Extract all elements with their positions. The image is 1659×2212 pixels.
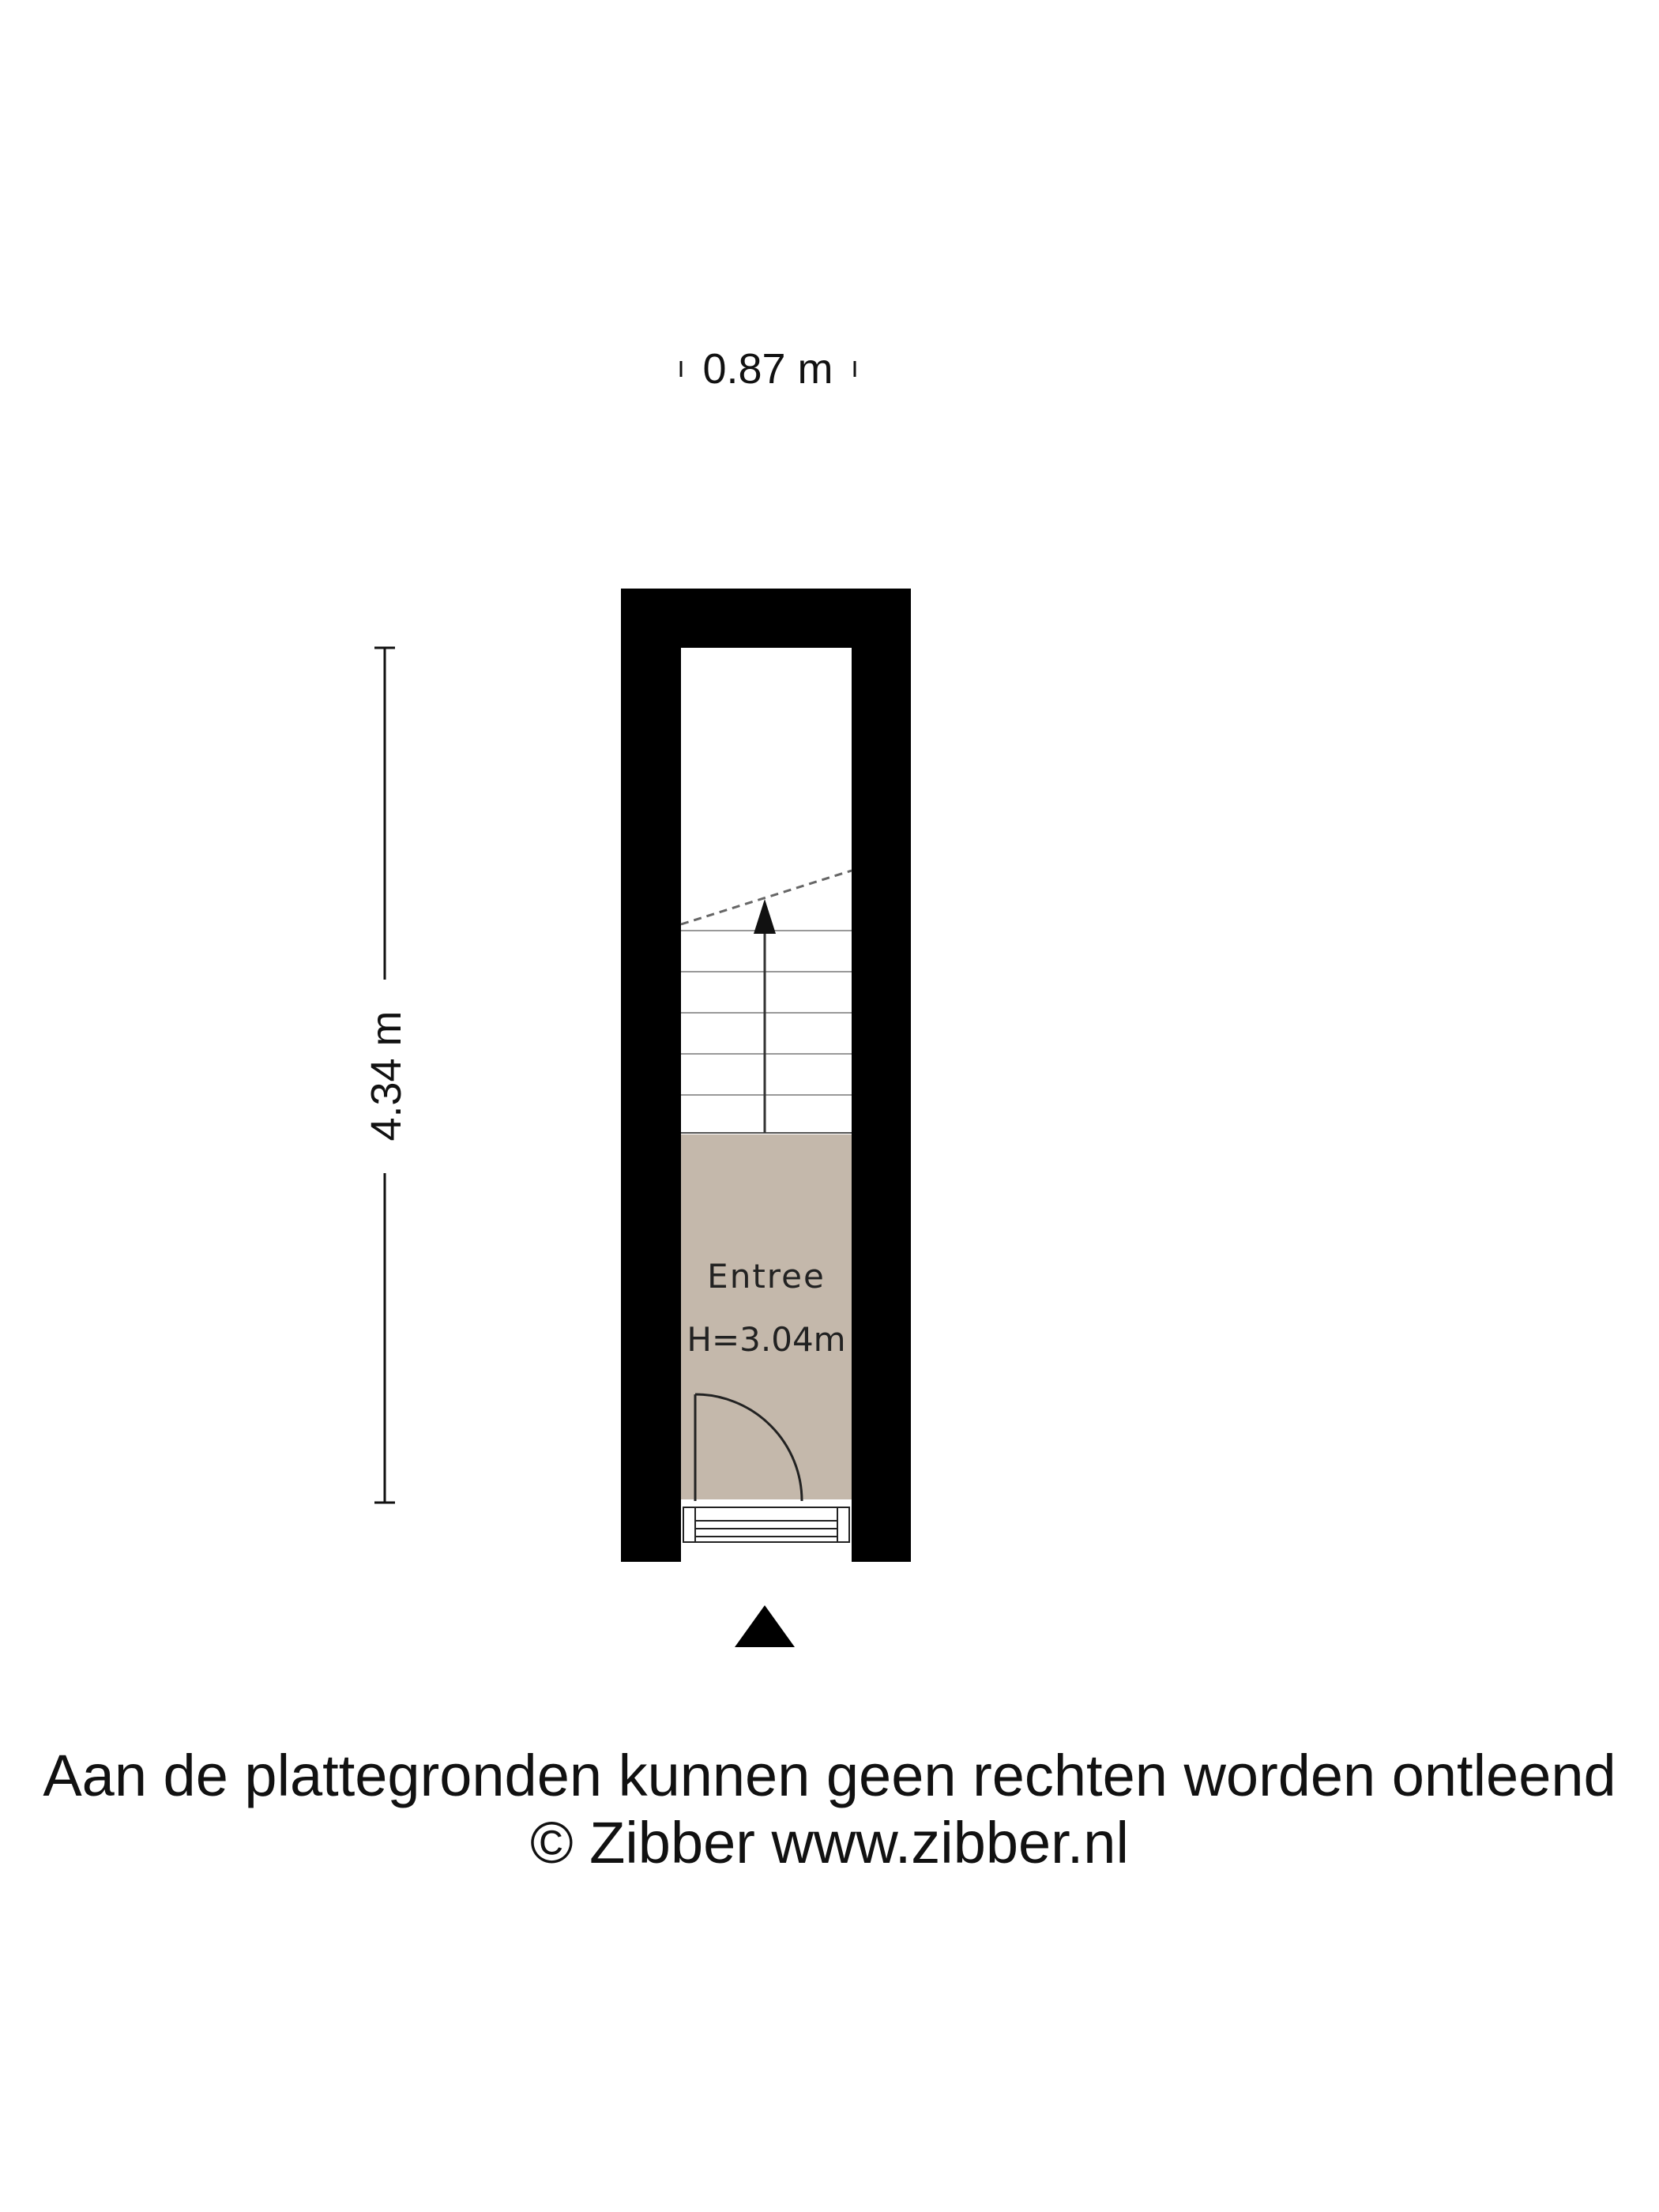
width-dimension-label: 0.87 m: [702, 345, 833, 393]
room-name-label: Entree: [707, 1257, 826, 1296]
entrance-marker-icon: [735, 1605, 795, 1647]
width-dimension: [681, 345, 855, 393]
entree-floor: [681, 1134, 852, 1499]
door-threshold: [683, 1507, 849, 1542]
copyright-text: © Zibber www.zibber.nl: [530, 1810, 1129, 1875]
room-height-label: H=3.04m: [687, 1320, 846, 1359]
height-dimension: [363, 648, 410, 1503]
disclaimer-text: Aan de plattegronden kunnen geen rechten worden ontleend: [43, 1743, 1616, 1808]
height-dimension-label: 4.34 m: [363, 1010, 410, 1142]
